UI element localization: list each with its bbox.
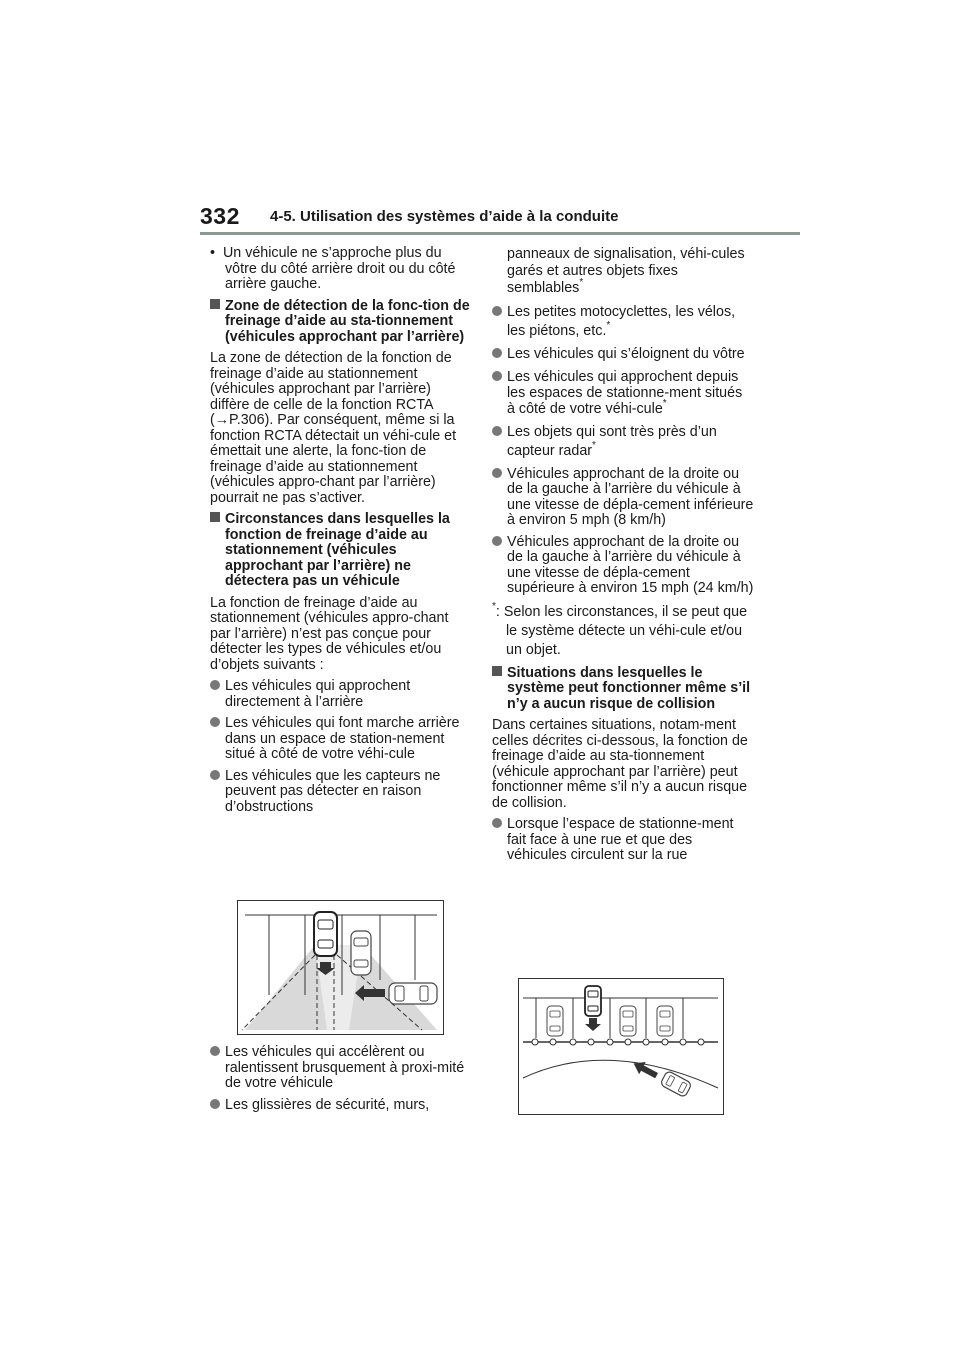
heading-detection-zone: Zone de détection de la fonc-tion de freinage d’aide au sta-tionnement (véhicules approchant par l’arrière) bbox=[210, 299, 472, 346]
paragraph-not-detected: La fonction de freinage d’aide au stationnement (véhicules appro-chant par l’arrière) n’est pas conçue pour détecter les types de véhicules et/ou d’objets suivants : bbox=[210, 594, 449, 673]
circle-bullet-icon bbox=[210, 1046, 220, 1056]
circle-bullet-icon bbox=[492, 306, 502, 316]
left-column-bottom bbox=[210, 1045, 472, 1119]
square-bullet-icon bbox=[210, 299, 220, 309]
list-item: Les petites motocyclettes, les vélos, les piétons, etc.* bbox=[492, 303, 754, 341]
circle-bullet-icon bbox=[210, 1099, 220, 1109]
paragraph-false-activation: Dans certaines situations, notam-ment celles décrites ci-dessous, la fonction de freinage d’aide au sta-tionnement (véhicule approchant par l’arrière) peut fonctionner même s’il n’y a aucun risque de collision. bbox=[492, 717, 748, 811]
square-bullet-icon bbox=[210, 512, 220, 522]
continued-text: panneaux de signalisation, véhi-cules garés et autres objets fixes semblables* bbox=[507, 246, 745, 296]
section-title: 4-5. Utilisation des systèmes d’aide à la conduite bbox=[270, 208, 619, 225]
square-bullet-icon bbox=[492, 666, 502, 676]
circle-bullet-icon bbox=[210, 680, 220, 690]
list-item: Les véhicules que les capteurs ne peuvent pas détecter en raison d’obstructions bbox=[210, 769, 472, 816]
circle-bullet-icon bbox=[492, 371, 502, 381]
circle-bullet-icon bbox=[492, 818, 502, 828]
circle-bullet-icon bbox=[492, 536, 502, 546]
paragraph-detection-zone: La zone de détection de la fonction de freinage d’aide au stationnement (véhicules approchant par l’arrière) diffère de celle de la fonction RCTA (→P.306). Par conséquent, même si la fonction RCTA détectait un véhi-cule et émettait une alerte, la fonc-tion de freinage d’aide au stationnement (véhicules appro-chant par l’arrière) pourrait ne pas s’activer. bbox=[210, 350, 457, 506]
page-number: 332 bbox=[200, 203, 240, 229]
heading-false-activation: Situations dans lesquelles le système peut fonctionner même s’il n’y a aucun risque de collision bbox=[492, 666, 754, 713]
list-item: Les véhicules qui approchent depuis les espaces de stationne-ment situés à côté de votre véhi-cule* bbox=[492, 369, 754, 417]
street-parking-diagram bbox=[518, 978, 724, 1115]
circle-bullet-icon bbox=[492, 468, 502, 478]
list-item: Les véhicules qui approchent directement à l’arrière bbox=[210, 679, 472, 710]
list-item: Lorsque l’espace de stationne-ment fait face à une rue et que des véhicules circulent sur la rue bbox=[492, 817, 754, 864]
list-item: Les véhicules qui font marche arrière dans un espace de station-nement situé à côté de votre véhi-cule bbox=[210, 716, 472, 763]
left-column bbox=[210, 246, 472, 821]
list-item: Les véhicules qui s’éloignent du vôtre bbox=[492, 347, 754, 363]
list-item: Les objets qui sont très près d’un capteur radar* bbox=[492, 423, 754, 461]
rear-detection-diagram bbox=[237, 900, 444, 1035]
dash-item: • Un véhicule ne s’approche plus du vôtre du côté arrière droit ou du côté arrière gauche. bbox=[210, 245, 456, 292]
circle-bullet-icon bbox=[492, 348, 502, 358]
list-item: Véhicules approchant de la droite ou de la gauche à l’arrière du véhicule à une vitesse de dépla-cement inférieure à environ 5 mph (8 km/h) bbox=[492, 467, 754, 529]
circle-bullet-icon bbox=[210, 770, 220, 780]
right-column bbox=[492, 246, 754, 870]
list-item: Véhicules approchant de la droite ou de la gauche à l’arrière du véhicule à une vitesse de dépla-cement supérieure à environ 15 mph (24 km/h) bbox=[492, 535, 754, 597]
circle-bullet-icon bbox=[210, 717, 220, 727]
circle-bullet-icon bbox=[492, 426, 502, 436]
header-rule bbox=[200, 232, 800, 235]
footnote: *: Selon les circonstances, il se peut que le système détecte un véhi-cule et/ou un objet. bbox=[492, 600, 748, 658]
heading-not-detected: Circonstances dans lesquelles la fonction de freinage d’aide au stationnement (véhicules approchant par l’arrière) ne détectera pas un véhicule bbox=[210, 512, 472, 590]
list-item: Les véhicules qui accélèrent ou ralentissent brusquement à proxi-mité de votre véhicule bbox=[210, 1045, 472, 1092]
list-item: Les glissières de sécurité, murs, bbox=[210, 1098, 472, 1114]
